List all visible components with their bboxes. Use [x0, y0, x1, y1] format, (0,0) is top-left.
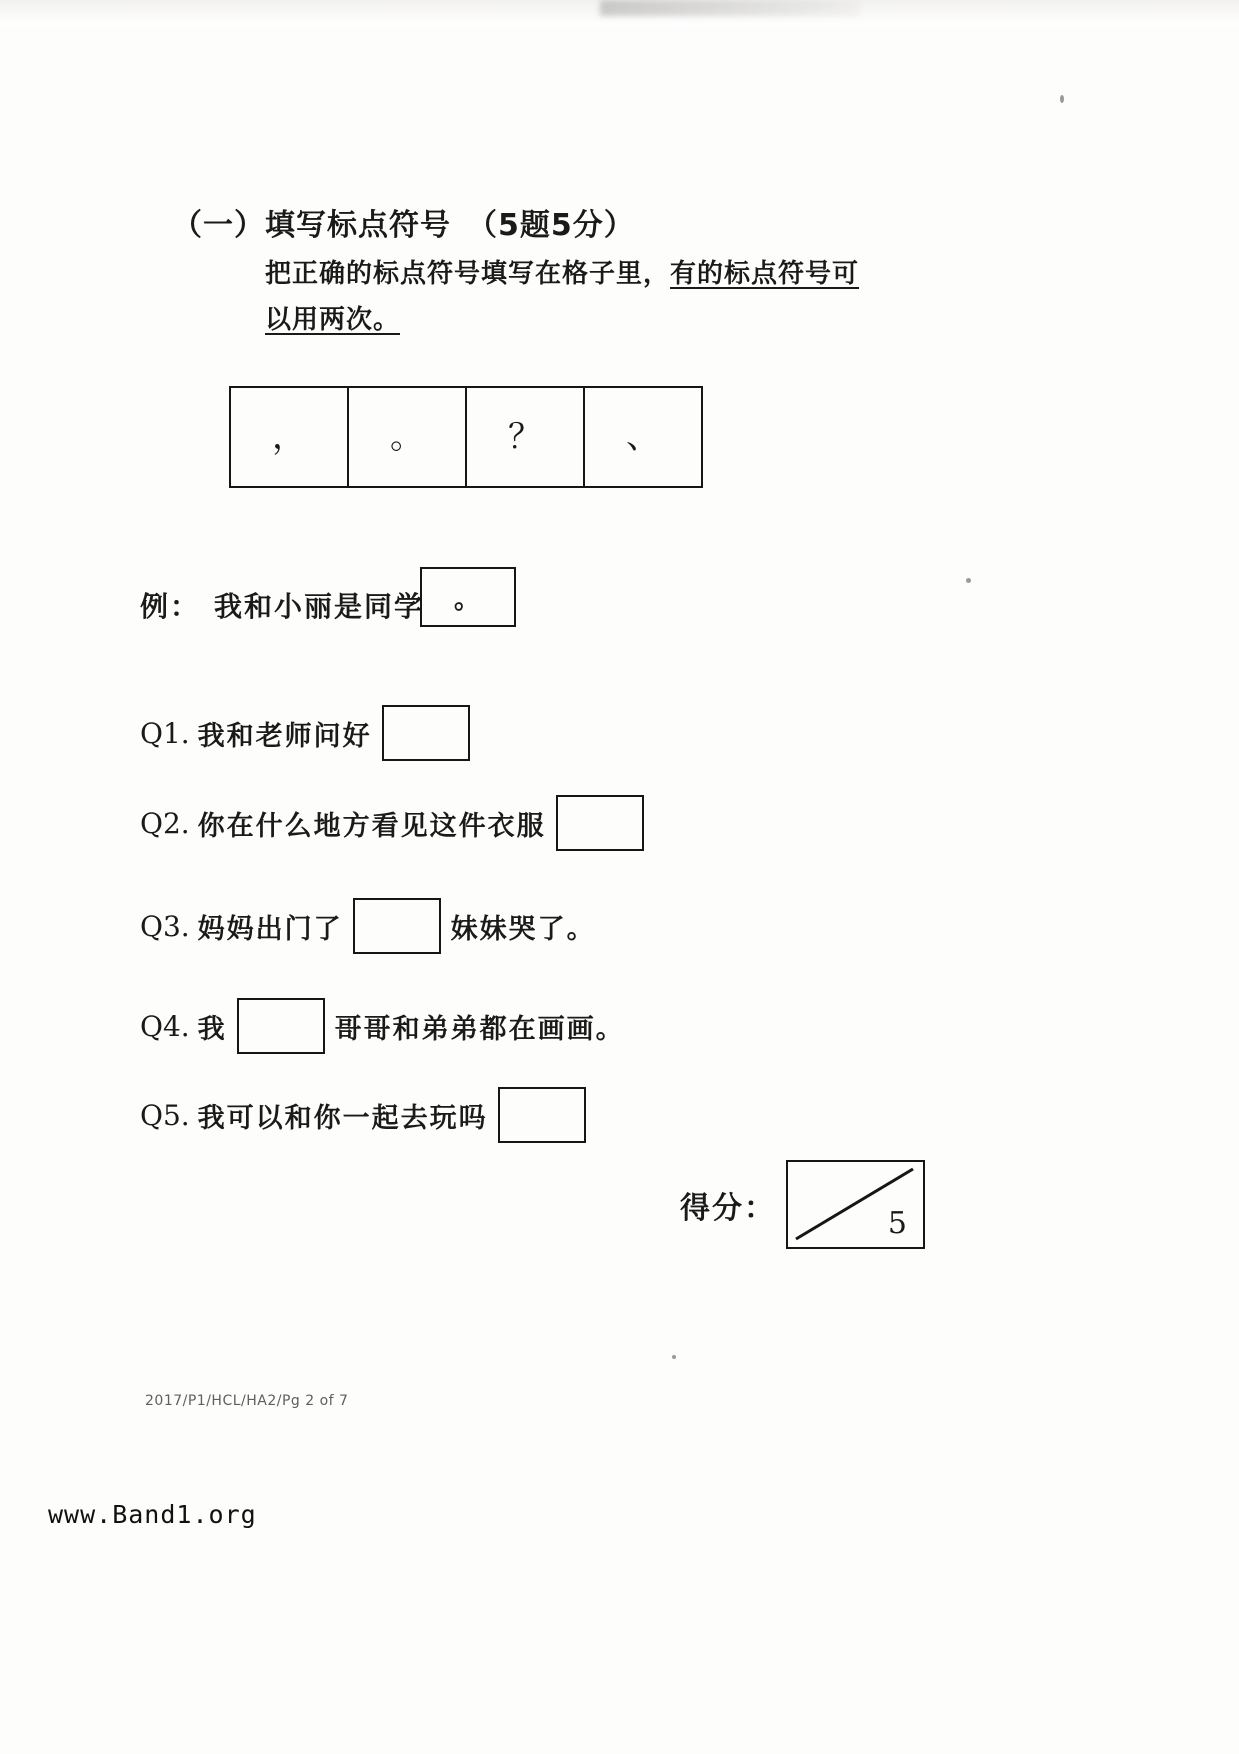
question-row-4 — [140, 998, 625, 1054]
answer-box-q1[interactable] — [382, 705, 470, 761]
question-row-3 — [140, 898, 596, 954]
question-number: Q4. — [140, 1009, 190, 1043]
question-number: Q5. — [140, 1098, 190, 1132]
answer-box-q5[interactable] — [498, 1087, 586, 1143]
question-number: Q3. — [140, 909, 190, 943]
question-number: Q1. — [140, 716, 190, 750]
question-row-1 — [140, 705, 480, 761]
question-text-before: 我 — [197, 1013, 227, 1045]
punctuation-options-table — [229, 386, 703, 488]
document-code: 2017/P1/HCL/HA2/Pg 2 of 7 — [145, 1393, 349, 1409]
instruction-underlined-text-1: 有的标点符号可 — [670, 259, 860, 289]
score-box[interactable] — [786, 1160, 925, 1249]
example-row — [140, 565, 516, 625]
answer-box-q2[interactable] — [556, 795, 644, 851]
score-total: 5 — [887, 1206, 907, 1241]
punctuation-option-cell — [585, 388, 703, 486]
section-title: （一）填写标点符号 （5题5分） — [172, 208, 635, 243]
punctuation-option-cell — [349, 388, 467, 486]
example-sentence: 我和小丽是同学 — [214, 590, 425, 623]
instruction-underlined-text-2: 以用两次。 — [265, 304, 401, 335]
punctuation-glyph: 。 — [390, 416, 424, 457]
punctuation-option-cell — [467, 388, 585, 486]
question-number: Q2. — [140, 806, 190, 840]
score-label: 得分： — [680, 1190, 776, 1226]
question-text-before: 我可以和你一起去玩吗 — [197, 1102, 488, 1134]
answer-box-q4[interactable] — [237, 998, 325, 1054]
example-answer-box: 。 — [420, 567, 516, 627]
answer-box-q3[interactable] — [353, 898, 441, 954]
punctuation-glyph: ？ — [508, 416, 542, 457]
question-row-2 — [140, 795, 654, 851]
question-text-before: 我和老师问好 — [197, 720, 372, 752]
question-row-5 — [140, 1087, 596, 1143]
question-text-after: 妹妹哭了。 — [450, 913, 596, 945]
punctuation-glyph: 、 — [626, 416, 660, 457]
score-section — [680, 1160, 925, 1249]
watermark-url: www.Band1.org — [48, 1500, 257, 1529]
question-text-after: 哥哥和弟弟都在画画。 — [334, 1013, 625, 1045]
example-label: 例： — [140, 590, 201, 623]
instructions — [265, 252, 1005, 343]
instruction-plain-text: 把正确的标点符号填写在格子里， — [265, 259, 671, 289]
punctuation-glyph: ， — [272, 416, 306, 457]
question-text-before: 你在什么地方看见这件衣服 — [197, 810, 546, 842]
punctuation-option-cell — [231, 388, 349, 486]
question-text-before: 妈妈出门了 — [197, 913, 343, 945]
